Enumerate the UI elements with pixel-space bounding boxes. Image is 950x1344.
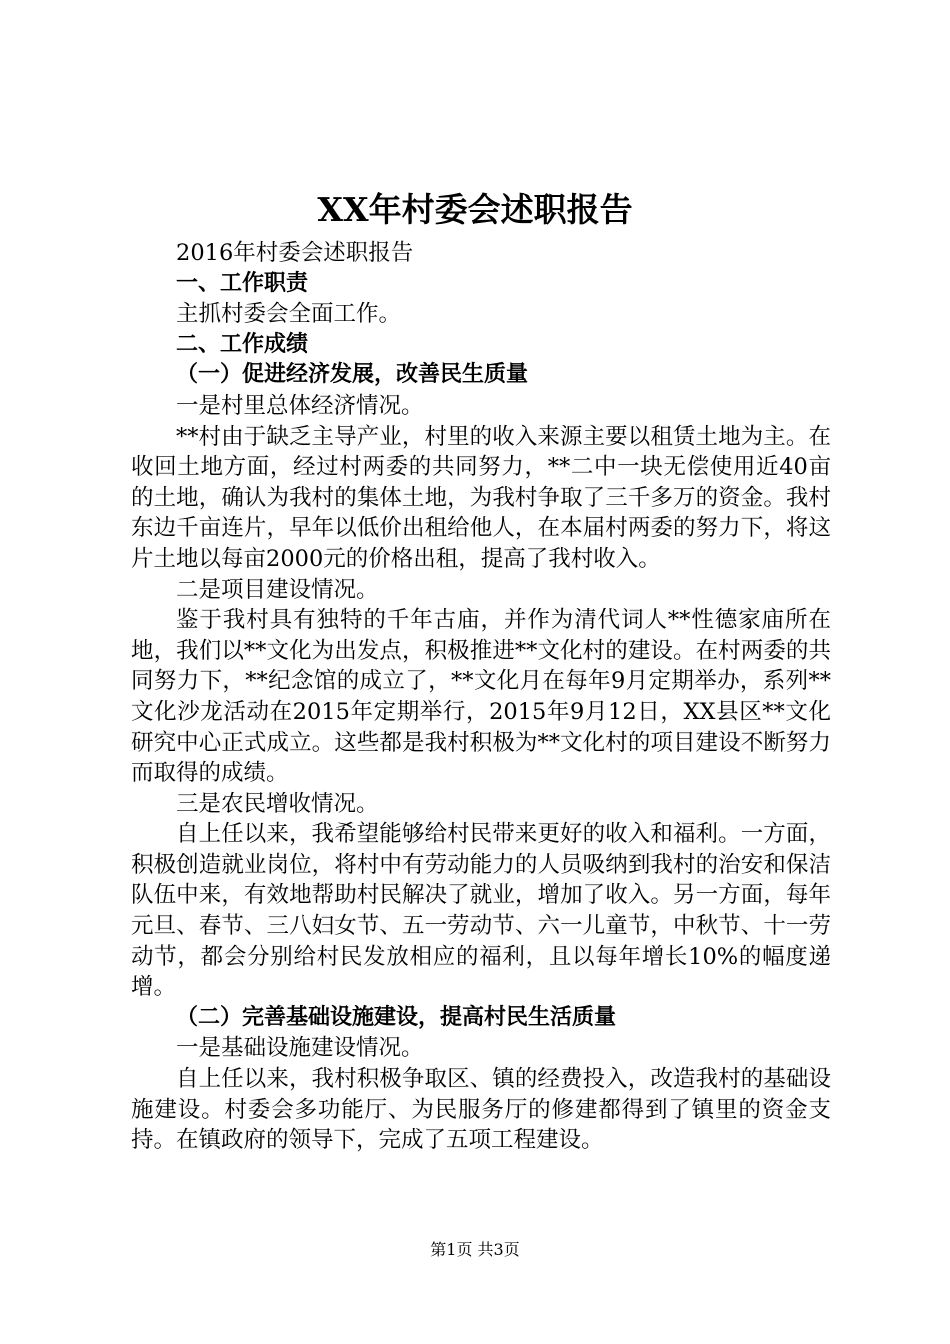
subsection-heading: （一）促进经济发展，改善民生质量 (176, 362, 529, 388)
document-title: XX年村委会述职报告 (317, 190, 633, 229)
paragraph: 一是村里总体经济情况。 (176, 392, 424, 419)
paragraph: 一是基础设施建设情况。 (176, 1035, 424, 1062)
paragraph: 2016年村委会述职报告 (176, 240, 414, 266)
section-heading: 一、工作职责 (176, 270, 309, 296)
paragraph: 主抓村委会全面工作。 (176, 301, 402, 328)
paragraph: 自上任以来，我村积极争取区、镇的经费投入，改造我村的基础设施建设。村委会多功能厅、为民服务厅的修建都得到了镇里的资金支持。在镇政府的领导下，完成了五项工程建设。 (131, 1066, 831, 1154)
paragraph: **村由于缺乏主导产业，村里的收入来源主要以租赁土地为主。在收回土地方面，经过村两委的共同努力，**二中一块无偿使用近40亩的土地，确认为我村的集体土地，为我村争取了三千多万的资金。我村东边千亩连片，早年以低价出租给他人，在本届村两委的努力下，将这片土地以每亩2000元的价格出租，提高了我村收入。 (131, 423, 831, 572)
page-footer: 第1页 共3页 (430, 1240, 520, 1259)
paragraph: 自上任以来，我希望能够给村民带来更好的收入和福利。一方面，积极创造就业岗位，将村中有劳动能力的人员吸纳到我村的治安和保洁队伍中来，有效地帮助村民解决了就业，增加了收入。另一方面，每年元旦、春节、三八妇女节、五一劳动节、六一儿童节，中秋节、十一劳动节，都会分别给村民发放相应的福利，且以每年增长10%的幅度递增。 (131, 821, 831, 1001)
document-body (131, 238, 831, 1156)
paragraph: 三是农民增收情况。 (176, 790, 379, 817)
paragraph: 鉴于我村具有独特的千年古庙，并作为清代词人**性德家庙所在地，我们以**文化为出发点，积极推进**文化村的建设。在村两委的共同努力下，**纪念馆的成立了，**文化月在每年9月定期举办，系列**文化沙龙活动在2015年定期举行，2015年9月12日，XX县区**文化研究中心正式成立。这些都是我村积极为**文化村的项目建设不断努力而取得的成绩。 (131, 607, 831, 787)
paragraph: 二是项目建设情况。 (176, 576, 379, 603)
subsection-heading: （二）完善基础设施建设，提高村民生活质量 (176, 1004, 617, 1030)
section-heading: 二、工作成绩 (176, 331, 309, 357)
